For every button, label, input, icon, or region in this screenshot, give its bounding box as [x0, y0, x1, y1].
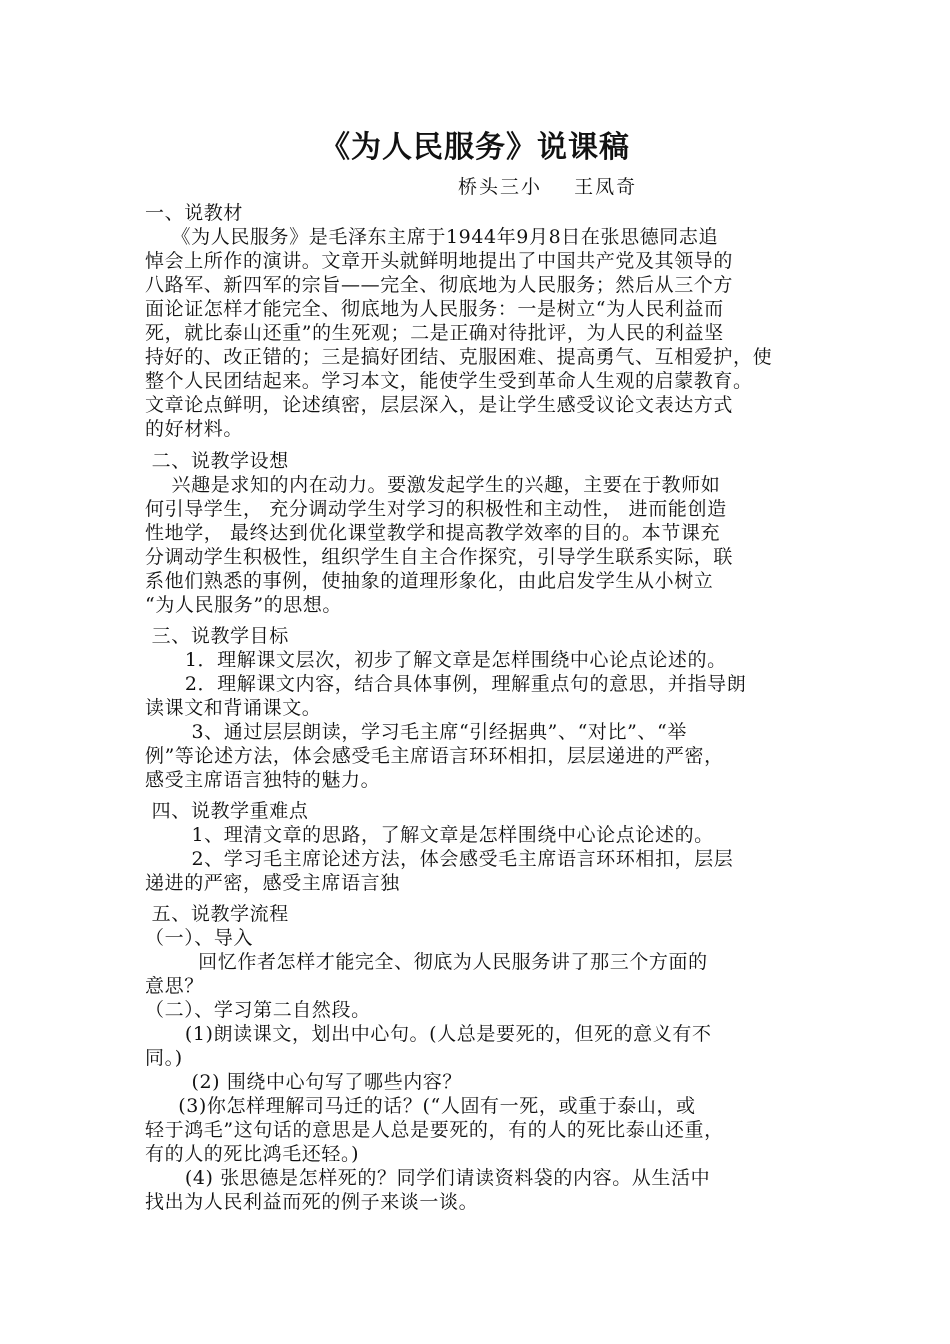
- text-line: 回忆作者怎样才能完全、彻底为人民服务讲了那三个方面的: [145, 951, 708, 973]
- text-line: 轻于鸿毛”这句话的意思是人总是要死的，有的人的死比泰山还重，: [145, 1119, 724, 1141]
- text-line: 性地学， 最终达到优化课堂教学和提高教学效率的目的。本节课充: [145, 522, 721, 544]
- text-line: (1)朗读课文，划出中心句。(人总是要死的，但死的意义有不: [145, 1023, 712, 1045]
- text-line: (3)你怎样理解司马迁的话？(“人固有一死，或重于泰山，或: [145, 1095, 696, 1117]
- text-line: (2) 围绕中心句写了哪些内容？: [145, 1071, 463, 1093]
- text-line: 五、说教学流程: [145, 903, 289, 925]
- text-line: 分调动学生积极性，组织学生自主合作探究，引导学生联系实际，联: [145, 546, 734, 568]
- text-line: 的好材料。: [145, 418, 244, 440]
- text-line: 递进的严密，感受主席语言独: [145, 872, 400, 894]
- text-line: (4) 张思德是怎样死的？同学们请读资料袋的内容。从生活中: [145, 1167, 711, 1189]
- text-line: 持好的、改正错的；三是搞好团结、克服困难、提高勇气、互相爱护，使: [145, 346, 773, 368]
- text-line: 三、说教学目标: [145, 625, 289, 647]
- text-line: 整个人民团结起来。学习本文，能使学生受到革命人生观的启蒙教育。: [145, 370, 753, 392]
- text-line: （一）、导入: [145, 927, 254, 949]
- text-line: （二）、学习第二自然段。: [145, 999, 371, 1021]
- text-line: 悼会上所作的演讲。文章开头就鲜明地提出了中国共产党及其领导的: [145, 250, 734, 272]
- text-line: 文章论点鲜明，论述缜密，层层深入，是让学生感受议论文表达方式: [145, 394, 734, 416]
- text-line: 一、说教材: [145, 202, 244, 224]
- text-line: 3、通过层层朗读，学习毛主席“引经据典”、“对比”、“举: [145, 721, 687, 743]
- text-line: 系他们熟悉的事例，使抽象的道理形象化，由此启发学生从小树立: [145, 570, 714, 592]
- text-line: 感受主席语言独特的魅力。: [145, 769, 381, 791]
- author-line: 桥头三小 王凤奇: [458, 176, 638, 198]
- text-line: 八路军、新四军的宗旨——完全、彻底地为人民服务；然后从三个方: [145, 274, 734, 296]
- text-line: 同。): [145, 1047, 183, 1069]
- document-title: 《为人民服务》说课稿: [320, 130, 630, 165]
- text-line: 例”等论述方法，体会感受毛主席语言环环相扣，层层递进的严密，: [145, 745, 724, 767]
- text-line: “为人民服务”的思想。: [145, 594, 343, 616]
- text-line: 1．理解课文层次，初步了解文章是怎样围绕中心论点论述的。: [145, 649, 727, 671]
- text-line: 找出为人民利益而死的例子来谈一谈。: [145, 1191, 479, 1213]
- text-line: 《为人民服务》是毛泽东主席于1944年9月8日在张思德同志追: [145, 226, 719, 248]
- text-line: 二、说教学设想: [145, 450, 289, 472]
- text-line: 有的人的死比鸿毛还轻。): [145, 1143, 360, 1165]
- text-line: 2、学习毛主席论述方法，体会感受毛主席语言环环相扣，层层: [145, 848, 734, 870]
- text-line: 何引导学生， 充分调动学生对学习的积极性和主动性， 进而能创造: [145, 498, 727, 520]
- text-line: 四、说教学重难点: [145, 800, 309, 822]
- text-line: 兴趣是求知的内在动力。要激发起学生的兴趣，主要在于教师如: [145, 474, 721, 496]
- text-line: 死，就比泰山还重”的生死观；二是正确对待批评，为人民的利益坚: [145, 322, 724, 344]
- text-line: 读课文和背诵课文。: [145, 697, 322, 719]
- text-line: 1、理清文章的思路，了解文章是怎样围绕中心论点论述的。: [145, 824, 714, 846]
- text-line: 面论证怎样才能完全、彻底地为人民服务：一是树立“为人民利益而: [145, 298, 724, 320]
- text-line: 意思？: [145, 975, 204, 997]
- text-line: 2．理解课文内容，结合具体事例，理解重点句的意思，并指导朗: [145, 673, 747, 695]
